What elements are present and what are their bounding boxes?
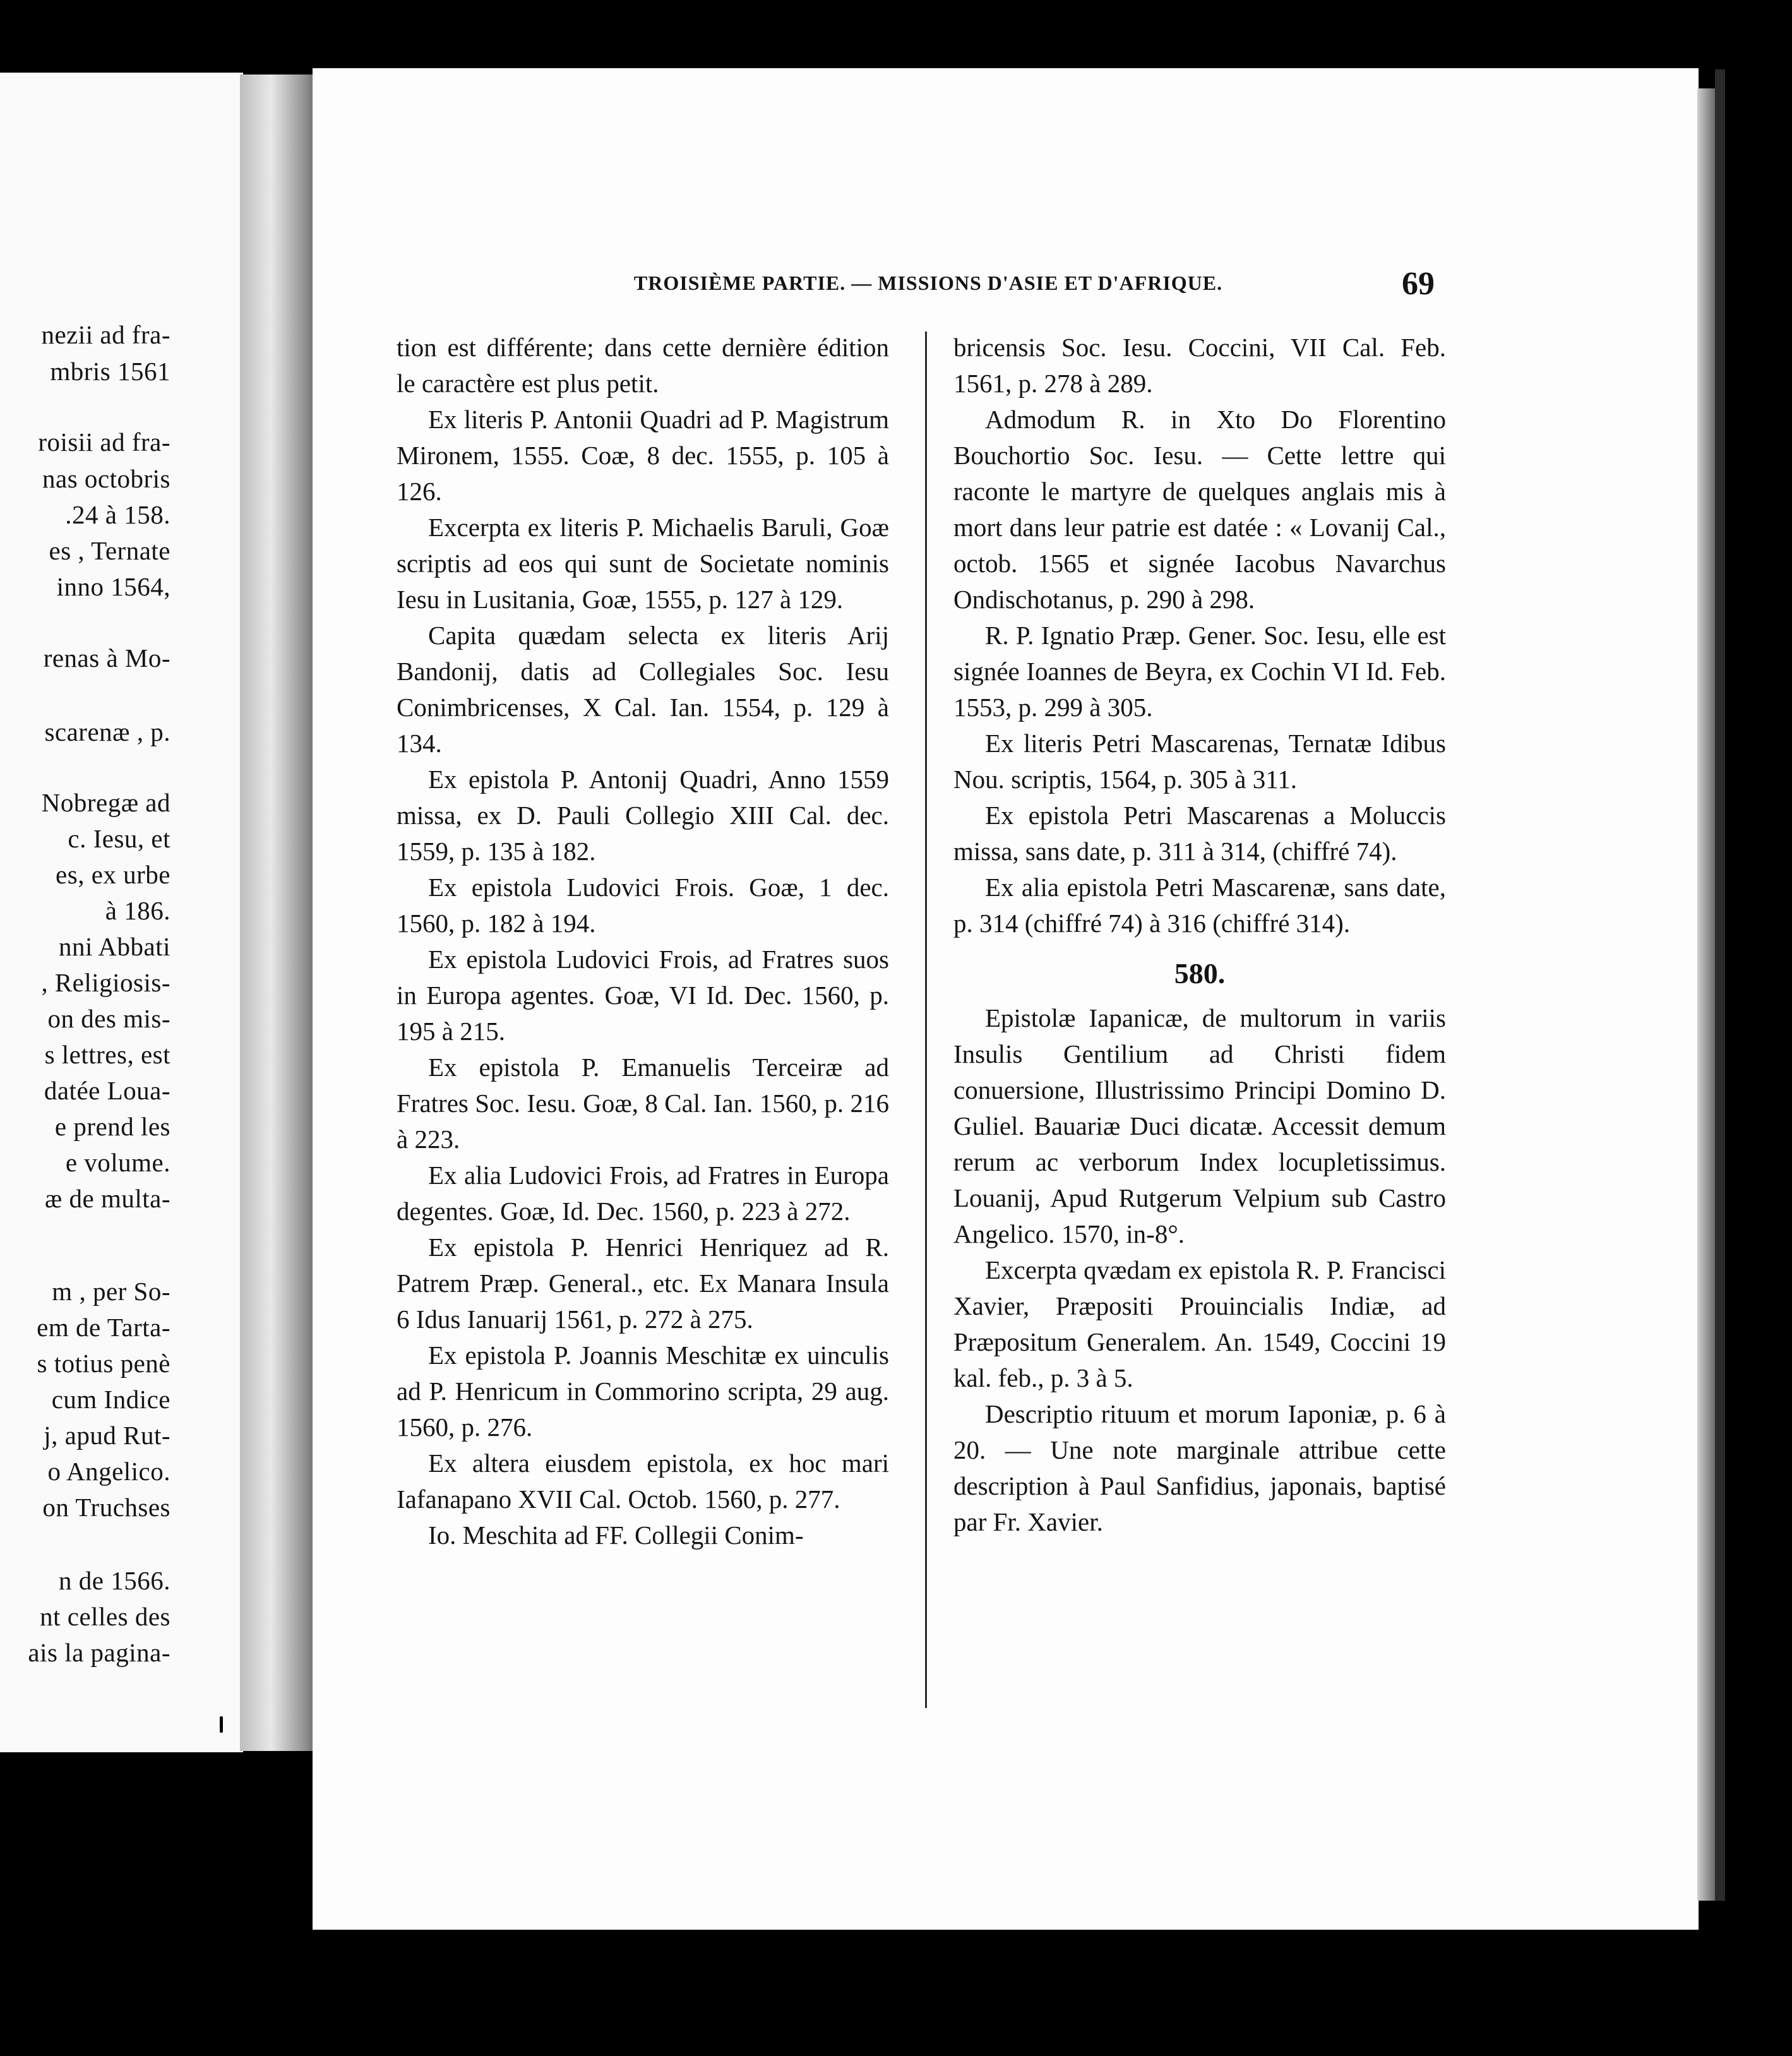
right-column-entries-after	[953, 1000, 1446, 1540]
bibliography-entry: Ex epistola Ludovici Frois. Goæ, 1 dec. 1560, p. 182 à 194.	[397, 873, 889, 938]
previous-page-line: inno 1564,	[56, 572, 170, 601]
scan-speck	[1394, 2031, 1397, 2042]
bibliography-entry: Admodum R. in Xto Do Florentino Bouchortio Soc. Iesu. — Cette lettre qui raconte le martyre de quelques anglais mis à mort dans leur patrie est datée : « Lovanij Cal., octob. 1565 et signée Iacobus Navarchus Ondischotanus, p. 290 à 298.	[953, 405, 1446, 614]
running-head: TROISIÈME PARTIE. — MISSIONS D'ASIE ET D'AFRIQUE.	[633, 272, 1223, 294]
previous-page-line: ais la pagina-	[28, 1638, 170, 1667]
bibliography-entry: Ex epistola P. Antonij Quadri, Anno 1559 missa, ex D. Pauli Collegio XIII Cal. dec. 1559, p. 135 à 182.	[397, 765, 889, 866]
previous-page-line: on Truchses	[42, 1493, 170, 1522]
previous-page-line: nezii ad fra-	[41, 320, 170, 349]
previous-page-line: datée Loua-	[44, 1076, 170, 1105]
entry-number: 580.	[1174, 957, 1226, 989]
previous-page-line: es, ex urbe	[56, 860, 170, 889]
column-divider	[925, 332, 927, 1708]
previous-page-line: scarenæ , p.	[44, 717, 170, 746]
previous-page-line: e prend les	[54, 1112, 170, 1141]
previous-page-line: m , per So-	[52, 1277, 170, 1306]
bibliography-entry: Descriptio rituum et morum Iaponiæ, p. 6 à 20. — Une note marginale attribue cette description à Paul Sanfidius, japonais, baptisé par Fr. Xavier.	[953, 1399, 1446, 1536]
scan-speck	[1373, 2018, 1377, 2032]
bibliography-entry: Ex epistola Ludovici Frois, ad Fratres suos in Europa agentes. Goæ, VI Id. Dec. 1560, p. 195 à 215.	[397, 945, 889, 1046]
bibliography-entry: tion est différente; dans cette dernière édition le caractère est plus petit.	[397, 333, 889, 398]
page-edge	[1697, 88, 1715, 1901]
previous-page-line: æ de multa-	[44, 1184, 170, 1213]
bibliography-entry: Ex epistola P. Henrici Henriquez ad R. Patrem Præp. General., etc. Ex Manara Insula 6 Idus Ianuarij 1561, p. 272 à 275.	[397, 1233, 889, 1334]
bibliography-entry: Epistolæ Iapanicæ, de multorum in variis Insulis Gentilium ad Christi fidem conuersione, Illustrissimo Principi Domino D. Guliel. Bauariæ Duci dicatæ. Accessit demum rerum ac verborum Index locupletissimus. Louanij, Apud Rutgerum Velpium sub Castro Angelico. 1570, in-8°.	[953, 1003, 1446, 1248]
bibliography-entry: Capita quædam selecta ex literis Arij Bandonij, datis ad Collegiales Soc. Iesu Conimbricenses, X Cal. Ian. 1554, p. 129 à 134.	[397, 621, 889, 758]
previous-page-line: on des mis-	[47, 1004, 170, 1033]
previous-page-line: j, apud Rut-	[44, 1421, 170, 1450]
bibliography-entry: Ex literis P. Antonii Quadri ad P. Magistrum Mironem, 1555. Coæ, 8 dec. 1555, p. 105 à 126.	[397, 405, 889, 506]
previous-page-line: nni Abbati	[59, 932, 170, 961]
page-number: 69	[1402, 266, 1435, 302]
bibliography-entry: Excerpta qvædam ex epistola R. P. Francisci Xavier, Præpositi Prouincialis Indiæ, ad Præpositum Generalem. An. 1549, Coccini 19 kal. feb., p. 3 à 5.	[953, 1255, 1446, 1392]
scan-speck	[220, 1716, 223, 1733]
previous-page-line: c. Iesu, et	[68, 824, 170, 853]
page-shadow	[1715, 69, 1725, 1901]
previous-page-line: , Religiosis-	[41, 968, 170, 997]
previous-page-line: e volume.	[65, 1148, 170, 1177]
previous-page-line: roisii ad fra-	[38, 427, 170, 457]
previous-page-line: .24 à 158.	[65, 500, 170, 529]
bibliography-entry: Ex epistola Petri Mascarenas a Moluccis missa, sans date, p. 311 à 314, (chiffré 74).	[953, 801, 1446, 866]
previous-page-line: nas octobris	[42, 464, 170, 493]
previous-page-line: renas à Mo-	[43, 643, 170, 672]
right-column	[953, 330, 1446, 1540]
left-column	[397, 330, 889, 1553]
bibliography-entry: Ex altera eiusdem epistola, ex hoc mari Iafanapano XVII Cal. Octob. 1560, p. 277.	[397, 1449, 889, 1514]
previous-page-line: à 186.	[105, 896, 170, 925]
previous-page	[0, 73, 243, 1752]
previous-page-line: em de Tarta-	[37, 1313, 170, 1342]
previous-page-line: nt celles des	[40, 1602, 170, 1631]
bibliography-entry: Ex epistola P. Emanuelis Terceiræ ad Fratres Soc. Iesu. Goæ, 8 Cal. Ian. 1560, p. 216 à 223.	[397, 1053, 889, 1154]
bibliography-entry: R. P. Ignatio Præp. Gener. Soc. Iesu, elle est signée Ioannes de Beyra, ex Cochin VI Id. Feb. 1553, p. 299 à 305.	[953, 621, 1446, 722]
previous-page-line: s totius penè	[37, 1349, 170, 1378]
bibliography-entry: Ex literis Petri Mascarenas, Ternatæ Idibus Nou. scriptis, 1564, p. 305 à 311.	[953, 729, 1446, 794]
previous-page-line: o Angelico.	[47, 1457, 170, 1486]
previous-page-line: cum Indice	[51, 1385, 170, 1414]
bibliography-entry: bricensis Soc. Iesu. Coccini, VII Cal. Feb. 1561, p. 278 à 289.	[953, 333, 1446, 398]
bibliography-entry: Excerpta ex literis P. Michaelis Baruli, Goæ scriptis ad eos qui sunt de Societate nominis Iesu in Lusitania, Goæ, 1555, p. 127 à 129.	[397, 513, 889, 614]
bibliography-entry: Ex epistola P. Joannis Meschitæ ex uinculis ad P. Henricum in Commorino scripta, 29 aug. 1560, p. 276.	[397, 1341, 889, 1442]
previous-page-line: es , Ternate	[49, 536, 170, 565]
bibliography-entry: Ex alia epistola Petri Mascarenæ, sans date, p. 314 (chiffré 74) à 316 (chiffré 314).	[953, 873, 1446, 938]
previous-page-line: mbris 1561	[50, 357, 170, 386]
previous-page-line: Nobregæ ad	[41, 788, 170, 817]
previous-page-line: s lettres, est	[44, 1040, 170, 1069]
bibliography-entry: Ex alia Ludovici Frois, ad Fratres in Europa degentes. Goæ, Id. Dec. 1560, p. 223 à 272.	[397, 1161, 889, 1226]
previous-page-line: n de 1566.	[59, 1566, 170, 1595]
right-column-entries	[953, 330, 1446, 941]
bibliography-entry: Io. Meschita ad FF. Collegii Conim-	[428, 1521, 804, 1550]
